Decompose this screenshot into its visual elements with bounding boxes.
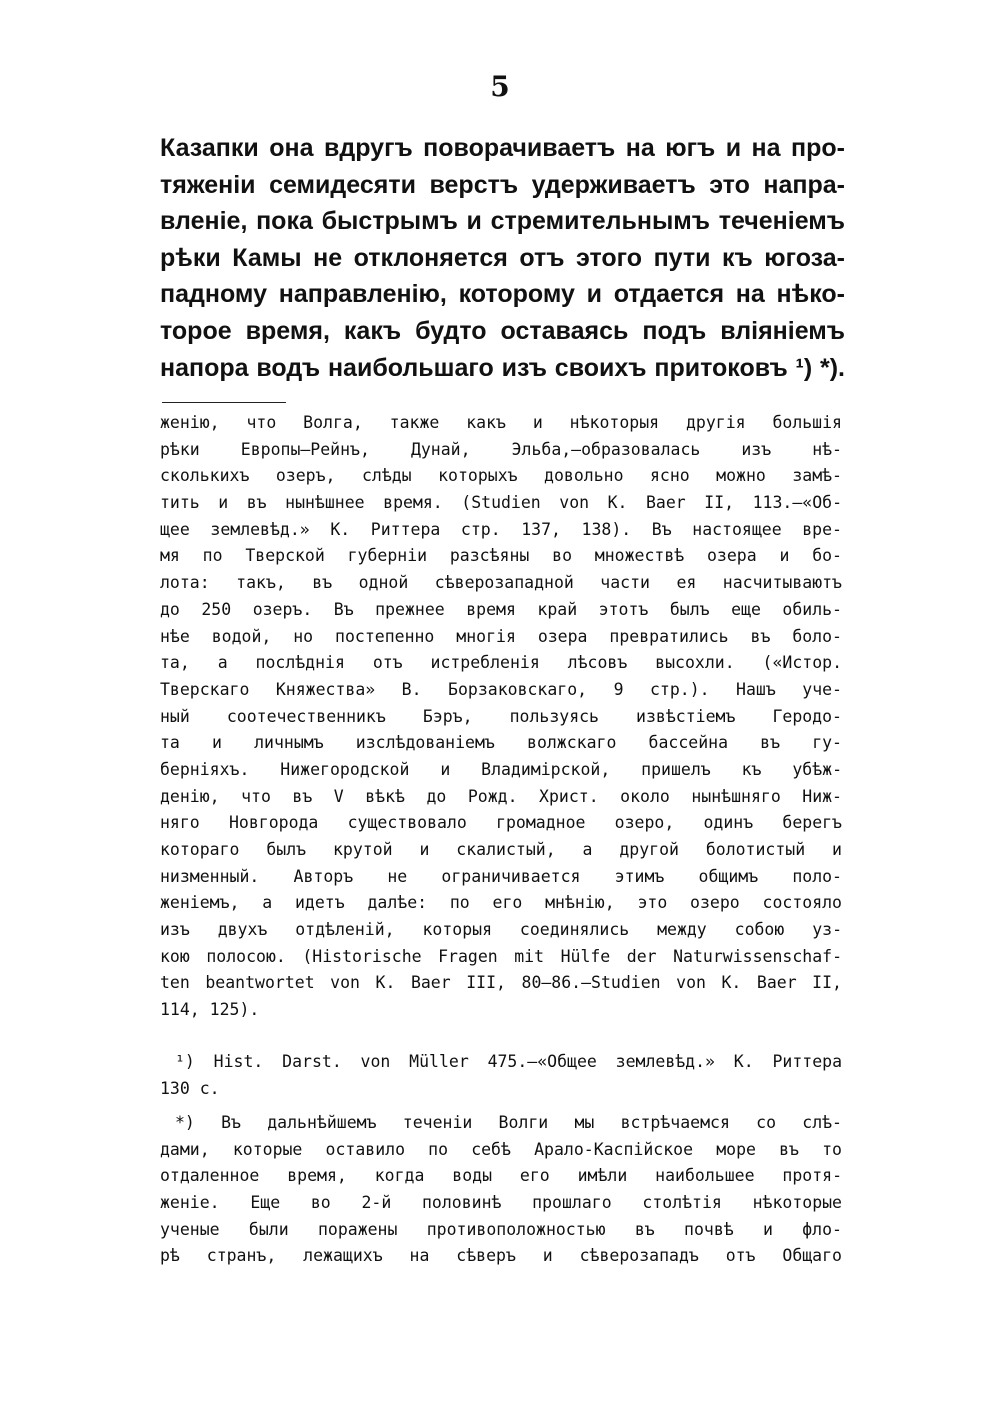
footnote-line: низменный. Авторъ не ограничивается этимъ общимъ поло- xyxy=(160,866,842,886)
main-line: рѣки Камы не отклоняется отъ этого пути къ югоза- xyxy=(160,243,845,272)
footnote-continuation xyxy=(160,410,842,1024)
page-number: 5 xyxy=(490,70,510,103)
main-line: тяженіи семидесяти верстъ удерживаетъ это напра- xyxy=(160,170,845,199)
footnote-line: сколькихъ озеръ, слѣды которыхъ довольно ясно можно замѣ- xyxy=(160,466,842,486)
footnote-line: до 250 озеръ. Въ прежнее время край этотъ былъ еще обиль- xyxy=(160,599,842,619)
footnote-line: рѣ странъ, лежащихъ на сѣверъ и сѣверозападъ отъ Общаго xyxy=(160,1246,842,1266)
footnote-line: Тверскаго Княжества» В. Борзаковскаго, 9 стр.). Нашъ уче- xyxy=(160,679,842,699)
footnote-line: та, а послѣднія отъ истребленія лѣсовъ высохли. («Истор. xyxy=(160,653,842,673)
footnote-line: мя по Тверской губерніи разсѣяны во множествѣ озера и бо- xyxy=(160,546,842,566)
footnote-line: котораго былъ крутой и скалистый, а другой болотистый и xyxy=(160,840,842,859)
footnote-line: женіе. Еще во 2-й половинѣ прошлаго столѣтія нѣкоторые xyxy=(160,1193,842,1213)
footnote-line: няго Новгорода существовало громадное озеро, одинъ берегъ xyxy=(160,813,842,833)
footnote-line: ученые были поражены противоположностью въ почвѣ и фло- xyxy=(160,1219,842,1239)
footnote-line: ten beantwortet von K. Baer III, 80—86.—Studien von K. Baer II, xyxy=(160,973,842,993)
main-line: напора водъ наибольшаго изъ своихъ притоковъ ¹) *). xyxy=(160,353,845,382)
footnote-line: 114, 125). xyxy=(160,1000,260,1020)
footnote-one xyxy=(160,1049,842,1102)
footnote-line: ¹) Hist. Darst. von Müller 475.—«Общее землевѣд.» К. Риттера xyxy=(175,1052,842,1071)
footnote-line: та и личнымъ изслѣдованіемъ волжскаго бассейна въ гу- xyxy=(160,733,842,753)
footnote-two xyxy=(160,1110,842,1270)
footnote-line: женію, что Волга, также какъ и нѣкоторыя другія большія xyxy=(160,413,842,432)
footnote-line: тить и въ нынѣшнее время. (Studien von K. Baer II, 113.—«Об- xyxy=(160,493,842,513)
footnote-line: денію, что въ V вѣкѣ до Рожд. Христ. около нынѣшняго Ниж- xyxy=(160,786,842,806)
footnote-line: рѣки Европы—Рейнъ, Дунай, Эльба,—образовалась изъ нѣ- xyxy=(160,439,842,459)
footnote-line: ный соотечественникъ Бэръ, пользуясь извѣстіемъ Геродо- xyxy=(160,706,842,726)
footnote-line: щее землевѣд.» К. Риттера стр. 137, 138). Въ настоящее вре- xyxy=(160,519,842,539)
footnote-line: дами, которые оставило по себѣ Арало-Каспійское море въ то xyxy=(160,1139,842,1159)
footnote-line: женіемъ, а идетъ далѣе: по его мнѣнію, это озеро состояло xyxy=(160,893,842,913)
footnote-line: отдаленное время, когда воды его имѣли наибольшее протя- xyxy=(160,1166,842,1186)
footnote-line: *) Въ дальнѣйшемъ теченіи Волги мы встрѣчаемся со слѣ- xyxy=(175,1113,842,1132)
main-line: торое время, какъ будто оставаясь подъ вліяніемъ xyxy=(160,316,845,345)
main-paragraph xyxy=(160,130,845,386)
main-line: Казапки она вдругъ поворачиваетъ на югъ и на про- xyxy=(160,134,845,162)
footnote-line: 130 с. xyxy=(160,1078,220,1098)
main-line: падному направленію, которому и отдается на нѣко- xyxy=(160,280,845,309)
footnote-line: берніяхъ. Нижегородской и Владимірской, пришелъ къ убѣж- xyxy=(160,759,842,779)
main-line: вленіе, пока быстрымъ и стремительнымъ теченіемъ xyxy=(160,207,845,236)
footnote-line: изъ двухъ отдѣленій, которыя соединялись между собою уз- xyxy=(160,920,842,940)
footnote-separator xyxy=(162,402,286,403)
footnote-line: нѣе водой, но постепенно многія озера превратились въ боло- xyxy=(160,626,842,646)
footnote-line: кою полосою. (Historische Fragen mit Hülfe der Naturwissenschaf- xyxy=(160,946,842,966)
footnote-line: лота: такъ, въ одной сѣверозападной части ея насчитываютъ xyxy=(160,573,842,593)
